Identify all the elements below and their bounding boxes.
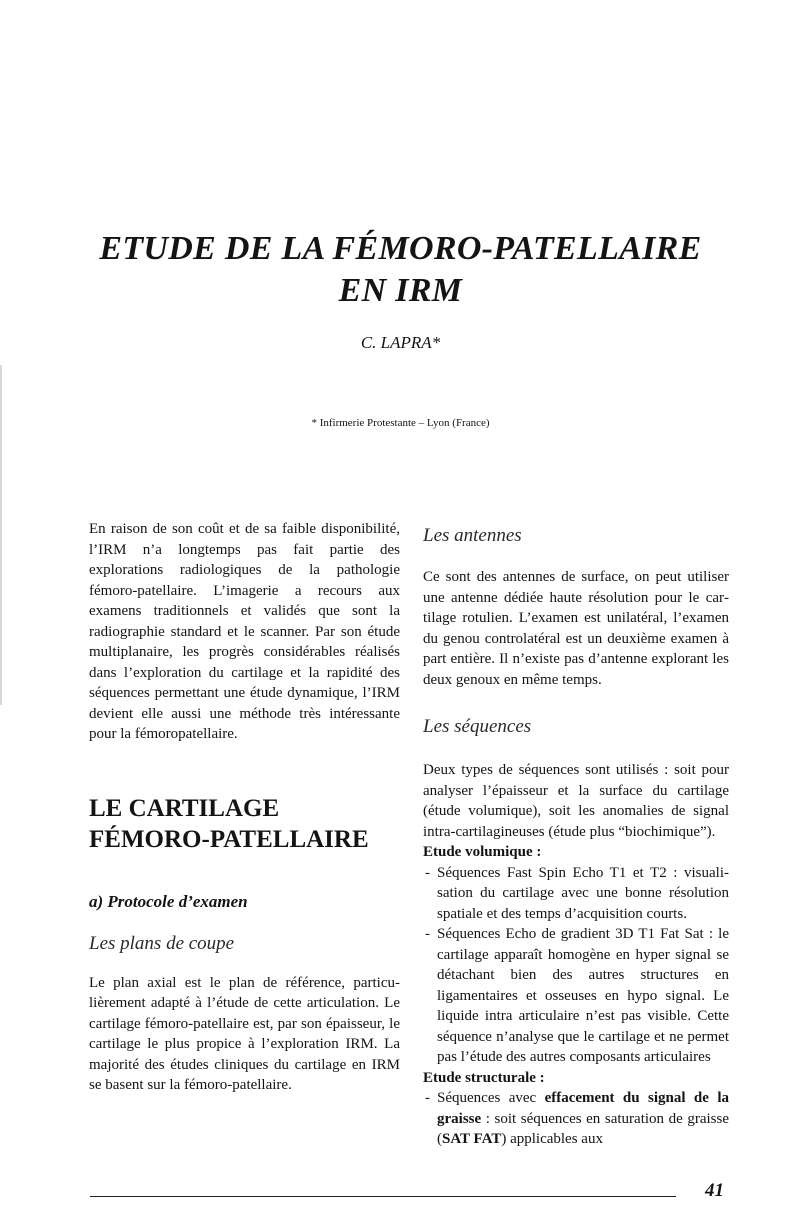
plans-heading: Les plans de coupe (89, 932, 235, 954)
page-number: 41 (705, 1180, 724, 1201)
structurale-text-c: ) applicables aux (501, 1131, 603, 1147)
structurale-list (423, 1088, 729, 1150)
subsection-heading: a) Protocole d’examen (89, 891, 248, 911)
right-column (423, 519, 729, 1150)
sequences-paragraph: Deux types de séquences sont utilisés : soit pour analyser l’épaisseur et la surface du cartilage (étude volumique), soit les anomalies de signal intra-cartilagineuses (étude plus “biochimique”). (423, 762, 729, 840)
left-column (89, 519, 400, 1096)
author-affiliation: * Infirmerie Protestante – Lyon (France) (311, 417, 490, 429)
structurale-text-a: Séquences avec (437, 1090, 545, 1106)
intro-paragraph: En raison de son coût et de sa faible disponibilité, l’IRM n’a longtemps pas fait partie des explorations radiologiques de la pathologie fémoro-patellaire. L’imagerie a recours aux examens traditionnels et validés que sont la radiographie standard et le scanner. Par son étude multiplanaire, les progrès considérables réalisés dans l’exploration du cartilage et la rapidité des séquences permettant une étude dynamique, l’IRM devient elle aussi une méthode très intéressante pour la fémoropatellaire. (89, 521, 400, 742)
structurale-text-b: : soit séquences en saturation de graisse ( (437, 1110, 729, 1147)
article-title-line2: EN IRM (338, 272, 463, 309)
article-title (60, 228, 741, 312)
plans-paragraph: Le plan axial est le plan de référence, particulièrement adapté à l’étude de cette articulation. Le cartilage fémoro-patellaire est, par son épaisseur, le cartilage le plus propice à l’exploration IRM. La majorité des études cliniques du cartilage en IRM se basent sur la fémoro-patellaire. (89, 974, 400, 1093)
list-item: - Séquences Echo de gradient 3D T1 Fat Sat : le cartilage apparaît homogène en hyper signal se détachant bien des autres structures en ligamentaires et osseuses en hypo signal. Le liquide intra articulaire n’est pas visible. Cette séquence n’analyse que le cartilage et ne permet pas l’étude des autres composants articulaires (423, 924, 729, 1068)
list-item (423, 1088, 729, 1150)
antennes-paragraph: Ce sont des antennes de surface, on peut utiliser une antenne dédiée haute résolution pour le cartilage rotulien. L’examen est unilatéral, l’examen du genou controlatéral est un deuxième examen à part entière. Il n’existe pas d’antenne explorant les deux genoux en même temps. (423, 569, 729, 688)
list-item: - Séquences Fast Spin Echo T1 et T2 : visualisation du cartilage avec une bonne résolution spatiale et des temps d’acquisition courts. (423, 863, 729, 925)
author-name: C. LAPRA* (360, 333, 441, 352)
volumique-label: Etude volumique : (423, 844, 542, 860)
structurale-label: Etude structurale : (423, 1069, 545, 1086)
article-title-line1: ETUDE DE LA FÉMORO-PATELLAIRE (99, 230, 702, 267)
structurale-bold-b: SAT FAT (442, 1131, 502, 1147)
antennes-heading: Les antennes (423, 525, 522, 546)
section-heading: LE CARTILAGE FÉMORO-PATELLAIRE (89, 794, 369, 853)
volumique-list (423, 863, 729, 1068)
sequences-heading: Les séquences (423, 716, 532, 737)
footer-rule (90, 1196, 676, 1197)
structurale-bold-a: effacement du signal de la graisse (437, 1090, 729, 1127)
